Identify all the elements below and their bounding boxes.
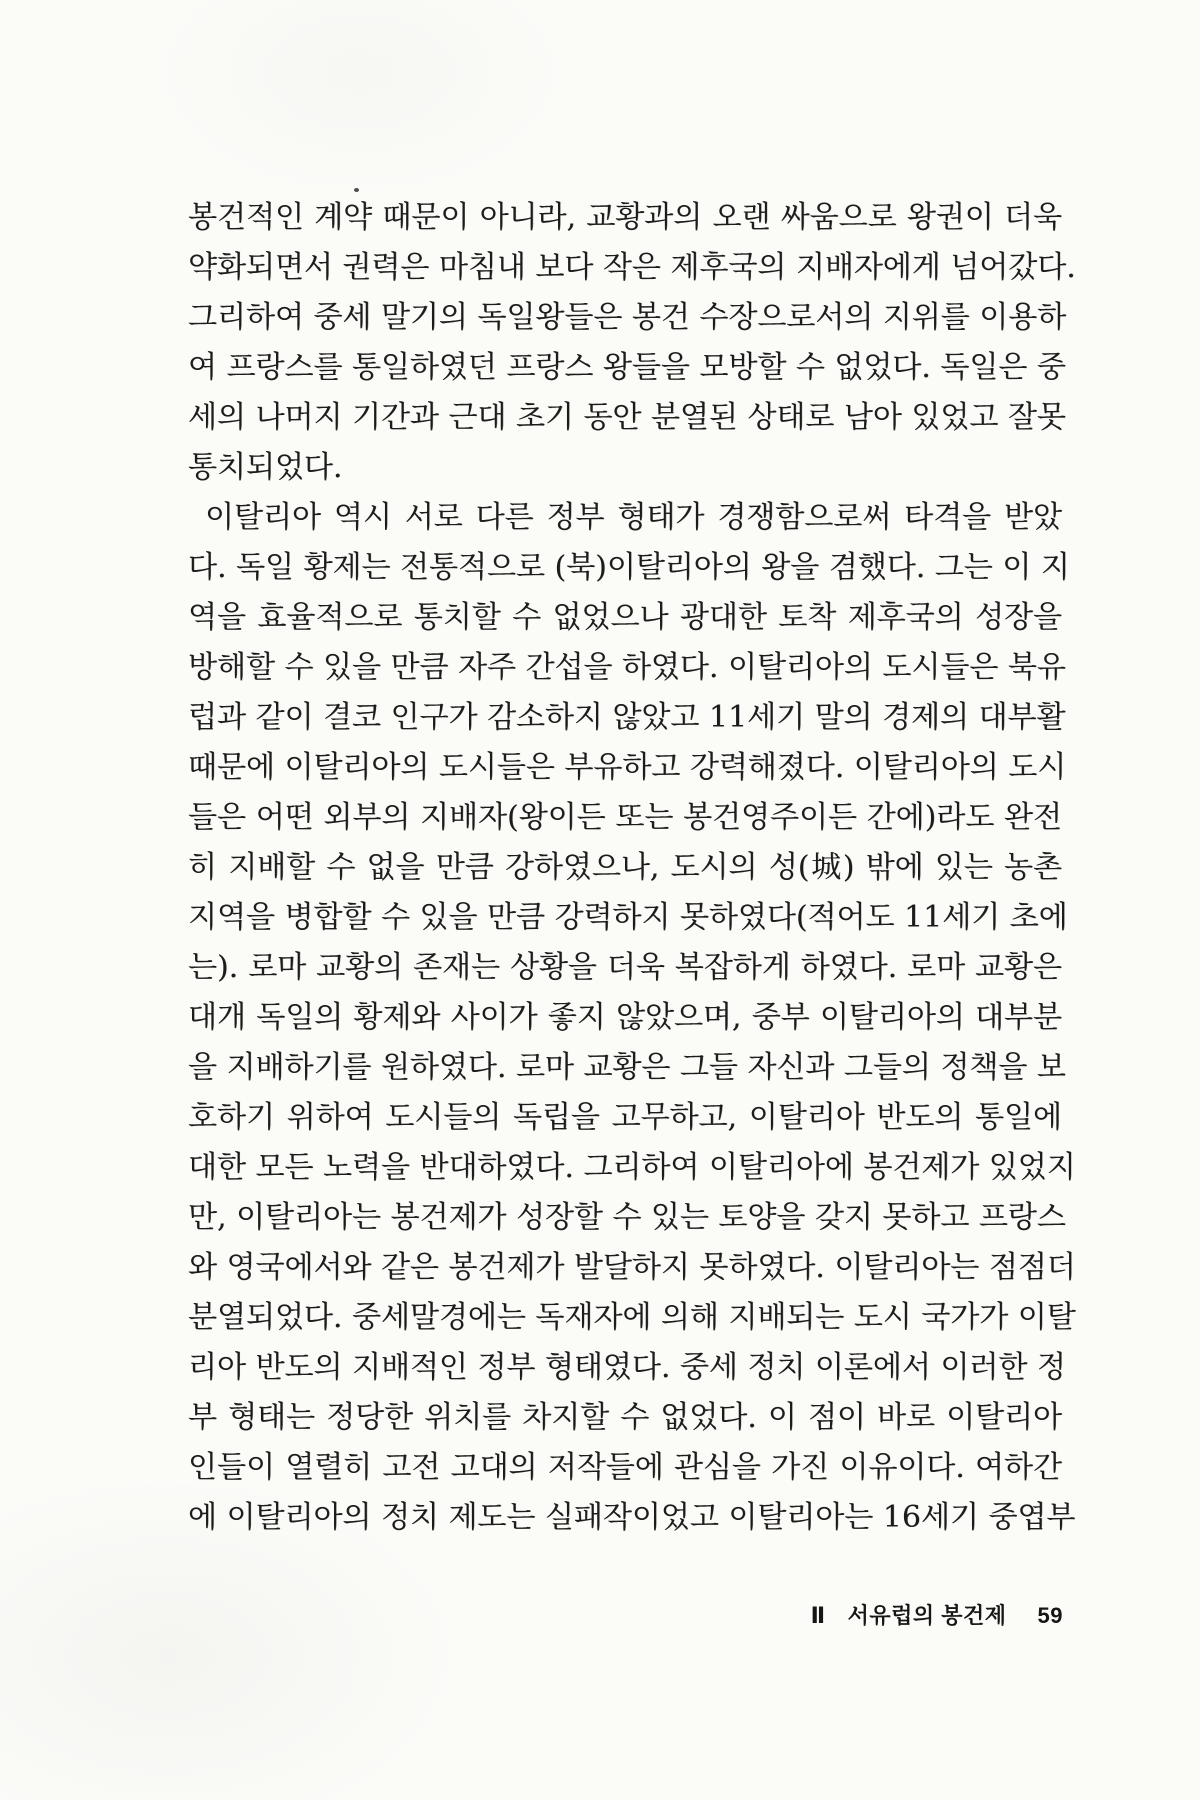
- text-line: 세의 나머지 기간과 근대 초기 동안 분열된 상태로 남아 있었고 잘못: [188, 400, 1066, 435]
- text-line: 봉건적인 계약 때문이 아니라, 교황과의 오랜 싸움으로 왕권이 더욱: [188, 200, 1062, 235]
- text-line: 부 형태는 정당한 위치를 차지할 수 없었다. 이 점이 바로 이탈리아: [188, 1400, 1062, 1435]
- text-line: 이탈리아 역시 서로 다른 정부 형태가 경쟁함으로써 타격을 받았: [205, 500, 1062, 535]
- chapter-title: 서유럽의 봉건제: [847, 1603, 1007, 1628]
- text-line: 히 지배할 수 없을 만큼 강하였으나, 도시의 성(城) 밖에 있는 농촌: [188, 850, 1062, 885]
- text-line: 대개 독일의 황제와 사이가 좋지 않았으며, 중부 이탈리아의 대부분: [188, 1000, 1062, 1035]
- text-line: 럽과 같이 결코 인구가 감소하지 않았고 11세기 말의 경제의 대부활: [188, 700, 1066, 735]
- text-line: 방해할 수 있을 만큼 자주 간섭을 하였다. 이탈리아의 도시들은 북유: [188, 650, 1066, 685]
- text-line: 지역을 병합할 수 있을 만큼 강력하지 못하였다(적어도 11세기 초에: [188, 900, 1068, 935]
- text-line: 통치되었다.: [188, 450, 343, 485]
- text-line: 분열되었다. 중세말경에는 독재자에 의해 지배되는 도시 국가가 이탈: [188, 1300, 1076, 1335]
- page-number: 59: [1037, 1603, 1063, 1628]
- chapter-number: Ⅱ: [810, 1603, 826, 1628]
- text-line: 호하기 위하여 도시들의 독립을 고무하고, 이탈리아 반도의 통일에: [188, 1100, 1062, 1135]
- text-line: 다. 독일 황제는 전통적으로 (북)이탈리아의 왕을 겸했다. 그는 이 지: [188, 550, 1070, 585]
- text-line: 약화되면서 권력은 마침내 보다 작은 제후국의 지배자에게 넘어갔다.: [188, 250, 1076, 285]
- scan-artifact-dot: [354, 188, 359, 192]
- text-line: 는). 로마 교황의 존재는 상황을 더욱 복잡하게 하였다. 로마 교황은: [188, 950, 1062, 985]
- text-line: 에 이탈리아의 정치 제도는 실패작이었고 이탈리아는 16세기 중엽부: [188, 1500, 1076, 1535]
- text-line: 와 영국에서와 같은 봉건제가 발달하지 못하였다. 이탈리아는 점점더: [188, 1250, 1076, 1285]
- text-line: 여 프랑스를 통일하였던 프랑스 왕들을 모방할 수 없었다. 독일은 중: [188, 350, 1066, 385]
- text-line: 인들이 열렬히 고전 고대의 저작들에 관심을 가진 이유이다. 여하간: [188, 1450, 1062, 1485]
- text-line: 그리하여 중세 말기의 독일왕들은 봉건 수장으로서의 지위를 이용하: [188, 300, 1067, 335]
- text-line: 때문에 이탈리아의 도시들은 부유하고 강력해졌다. 이탈리아의 도시: [188, 750, 1067, 785]
- text-line: 역을 효율적으로 통치할 수 없었으나 광대한 토착 제후국의 성장을: [188, 600, 1062, 635]
- text-line: 대한 모든 노력을 반대하였다. 그리하여 이탈리아에 봉건제가 있었지: [188, 1150, 1076, 1185]
- text-line: 을 지배하기를 원하였다. 로마 교황은 그들 자신과 그들의 정책을 보: [188, 1050, 1066, 1085]
- text-line: 들은 어떤 외부의 지배자(왕이든 또는 봉건영주이든 간에)라도 완전: [188, 800, 1062, 835]
- body-text: [188, 193, 1076, 1543]
- page-footer: [811, 1603, 1063, 1629]
- text-line: 리아 반도의 지배적인 정부 형태였다. 중세 정치 이론에서 이러한 정: [188, 1350, 1066, 1385]
- text-line: 만, 이탈리아는 봉건제가 성장할 수 있는 토양을 갖지 못하고 프랑스: [188, 1200, 1066, 1235]
